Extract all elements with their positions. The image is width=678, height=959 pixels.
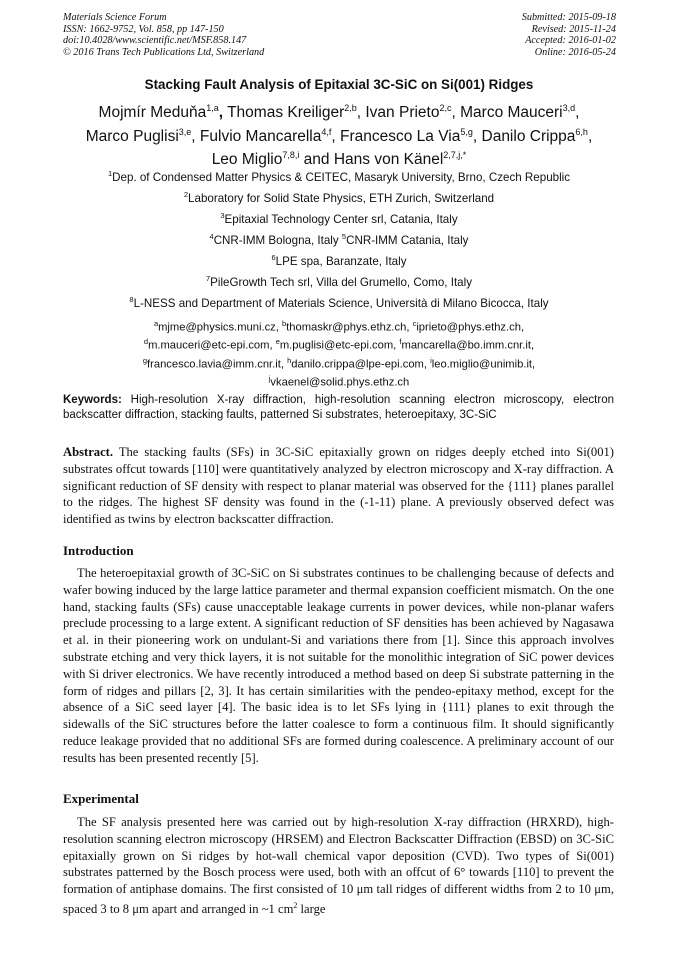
affiliation: $^1$Dep. of Condensed Matter Physics & CEITEC, Masaryk University, Brno, Czech Republic [107, 169, 571, 184]
email-link[interactable]: vkaenel@solid.phys.ethz.ch [270, 376, 410, 389]
email-list [30, 317, 648, 390]
author: Mojmír Meduňa$^{1,a}$ [98, 103, 219, 122]
email-link[interactable]: mjme@physics.muni.cz, [158, 321, 282, 334]
author: Leo Miglio$^{7,8,i}$ [211, 150, 300, 169]
keywords-label: Keywords: [63, 394, 122, 406]
keywords-text: High-resolution X-ray diffraction, high-resolution scanning electron microscopy, electron backscatter diffraction, stacking faults, patterned Si substrates, heteroepitaxy, 3C-SiC [63, 394, 614, 421]
affiliation: $^6$LPE spa, Baranzate, Italy [271, 253, 407, 268]
email-link[interactable]: mancarella@bo.imm.cnr.it, [401, 340, 535, 353]
author: Ivan Prieto$^{2,c}$ [365, 103, 452, 122]
experimental-heading: Experimental [63, 791, 139, 806]
affiliation: $^3$Epitaxial Technology Center srl, Catania, Italy [220, 211, 458, 226]
author: Fulvio Mancarella$^{4,f}$ [199, 126, 332, 145]
doi-line: doi:10.4028/www.scientific.net/MSF.858.147 [63, 35, 247, 47]
journal-info [63, 12, 264, 58]
issn-line: ISSN: 1662-9752, Vol. 858, pp 147-150 [63, 23, 224, 35]
author: Marco Puglisi$^{3,e}$ [85, 126, 192, 145]
experimental-paragraph: The SF analysis presented here was carried out by high-resolution X-ray diffraction (HRXRD), high-resolution scanning electron microscopy (HRSEM) and Electron Backscatter Diffraction (EBSD) on 3C-SiC epitaxially grown on Si ridges by hot-wall chemical vapor deposition (CVD). Two types of Si(001) substrates patterned by the Bosch process were used, both with an offcut of 6° towards [110] to prevent the formation of antiphase domains. The first consisted of 10 μm tall ridges of different widths from 2 to 10 μm, spaced 3 to 8 μm apart and arranged in ~1 $cm^2$ large [63, 815, 614, 917]
introduction-paragraph: The heteroepitaxial growth of 3C-SiC on Si substrates continues to be challenging because of defects and wafer bowing induced by the large lattice parameter and thermal expansion coefficient mismatch. On the one hand, stacking faults (SFs) cause unacceptable leakage currents in power devices, while non-planar wafers preclude processing to a large extent. A significant reduction of SF densities has been achieved by Nagasawa et al. in their pioneering work on undulant-Si and variations there from [1]. Since this approach involves substrate etching and very thick layers, it is not suitable for the monolithic integration of SiC power devices with Si driver electronics. We have recently introduced a method based on deep Si substrate patterning in the form of ridges and pillars [2, 3]. It has certain similarities with the pendeo-epitaxy method, except for the absence of a SiC seed layer [4]. The basic idea is to let SFs lying in {111} planes to exit through the sidewalls of the SiC structures before the latter coalesce to form a continuous film. It should significantly reduce leakage provided that no additional SFs are formed during coalescence. A preliminary account of our results has been presented recently [5]. [63, 566, 614, 765]
email-link[interactable]: m.mauceri@etc-epi.com, [148, 340, 276, 353]
author: Marco Mauceri$^{3,d}$ [460, 103, 576, 122]
copyright-line: © 2016 Trans Tech Publications Ltd, Switzerland [63, 46, 265, 58]
journal-name: Materials Science Forum [63, 12, 167, 23]
affiliation-list [30, 167, 648, 314]
email-line: $^j$vkaenel@solid.phys.ethz.ch [268, 373, 410, 389]
authors-connector: and [303, 151, 330, 169]
author: Hans von Känel$^{2,7,j,*}$ [333, 150, 467, 169]
abstract-label: Abstract. [63, 445, 114, 459]
author-list: Mojmír Meduňa$^{1,a}$, Thomas Kreiliger$^{2,b}$, Ivan Prieto$^{2,c}$, Marco Mauceri$^{3,d}$, Marco Puglisi$^{3,e}$, Fulvio Mancarella$^{4,f}$, Francesco La Via$^{5,g}$, Danilo Crippa$^{6,h}$, Leo Miglio$^{7,8,i}$ and Hans von Känel$^{2,7,j,*}$ [85, 103, 593, 169]
email-line: $^a$mjme@physics.muni.cz, $^b$thomaskr@phys.ethz.ch, $^c$iprieto@phys.ethz.ch, [153, 319, 525, 334]
introduction-heading: Introduction [63, 543, 134, 558]
email-link[interactable]: danilo.crippa@lpe-epi.com, [291, 358, 431, 371]
affiliation: $^7$PileGrowth Tech srl, Villa del Grumello, Como, Italy [206, 274, 472, 289]
affiliation: $^2$Laboratory for Solid State Physics, ETH Zurich, Switzerland [183, 190, 495, 205]
dates-info [522, 12, 616, 58]
author: Danilo Crippa$^{6,h}$ [481, 126, 588, 145]
email-link[interactable]: iprieto@phys.ethz.ch, [416, 321, 525, 334]
online-date: Online: 2016-05-24 [534, 46, 616, 58]
author: Thomas Kreiliger$^{2,b}$ [227, 103, 357, 122]
paper-title: Stacking Fault Analysis of Epitaxial 3C-SiC on Si(001) Ridges [144, 77, 534, 92]
affiliation: $^8$L-NESS and Department of Materials Science, Università di Milano Bicocca, Italy [129, 295, 549, 310]
abstract [63, 444, 614, 528]
email-link[interactable]: m.puglisi@etc-epi.com, [279, 340, 400, 353]
submitted-date: Submitted: 2015-09-18 [521, 12, 616, 23]
keywords [63, 393, 614, 422]
revised-date: Revised: 2015-11-24 [531, 23, 616, 35]
email-line: $^g$francesco.lavia@imm.cnr.it, $^h$danilo.crippa@lpe-epi.com, $^i$leo.miglio@unimib.it, [142, 355, 536, 371]
author: Francesco La Via$^{5,g}$ [340, 126, 473, 145]
affiliation: $^4$CNR-IMM Bologna, Italy $^5$CNR-IMM Catania, Italy [209, 232, 469, 247]
email-line: $^d$m.mauceri@etc-epi.com, $^e$m.puglisi@etc-epi.com, $^f$mancarella@bo.imm.cnr.it, [143, 337, 535, 353]
email-link[interactable]: francesco.lavia@imm.cnr.it, [147, 358, 288, 371]
abstract-text: The stacking faults (SFs) in 3C-SiC epitaxially grown on ridges deeply etched into Si(001) substrates offcut towards [110] were quantitatively analyzed by electron microscopy and X-ray diffraction. A significant reduction of SF density with respect to planar material was observed for the {111} planes parallel to the ridges. The highest SF density was found in the (-1-11) plane. A previously observed defect was identified as twins by electron backscatter diffraction. [63, 445, 614, 527]
email-link[interactable]: thomaskr@phys.ethz.ch, [286, 321, 413, 334]
email-link[interactable]: leo.miglio@unimib.it, [431, 358, 536, 371]
accepted-date: Accepted: 2016-01-02 [525, 35, 616, 47]
